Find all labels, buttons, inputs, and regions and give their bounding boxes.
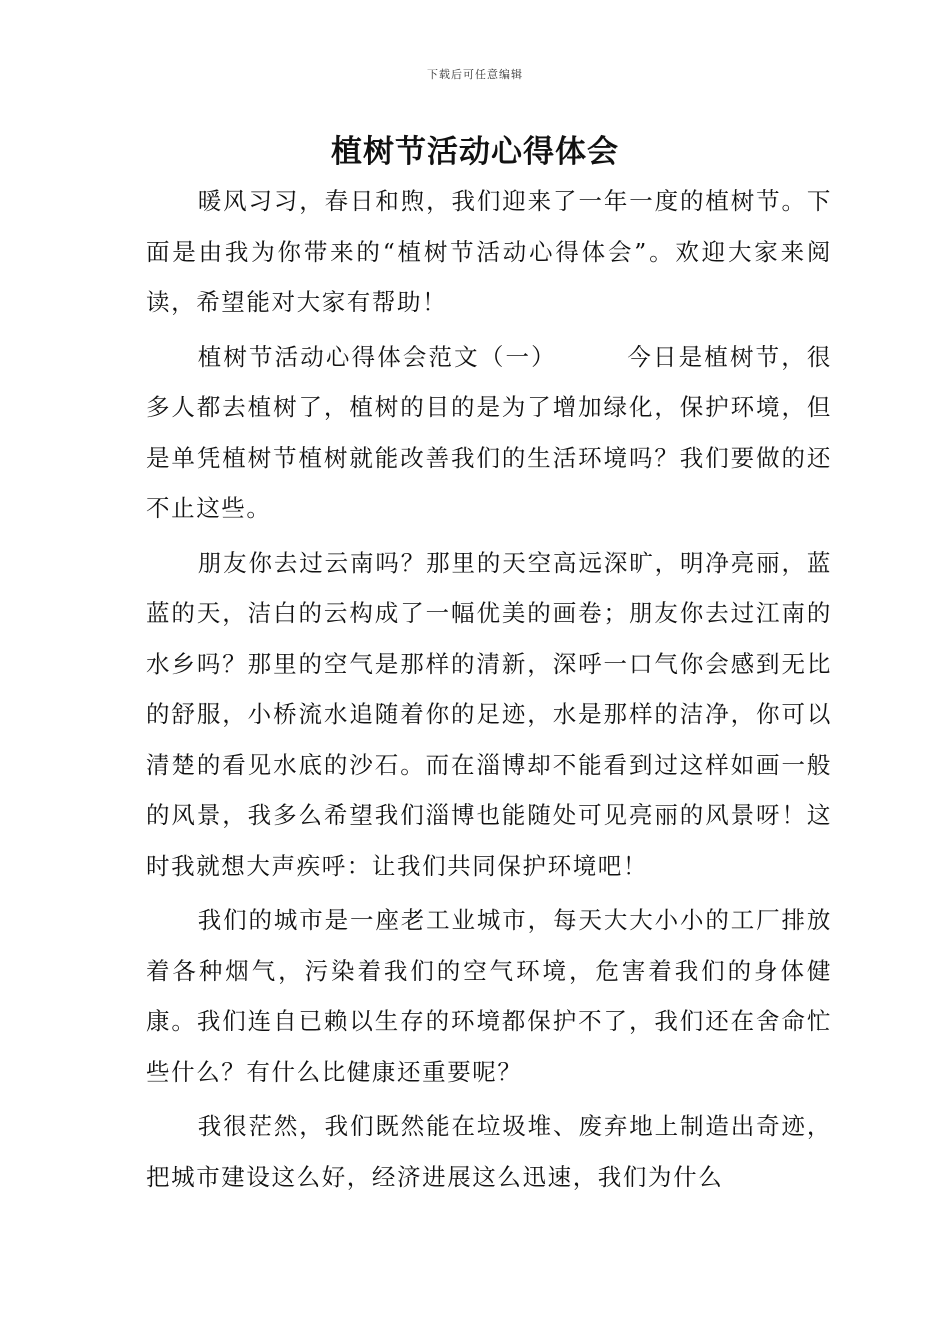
document-body [146, 176, 832, 1206]
paragraph-text: 今日是植树节，很多人都去植树了，植树的目的是为了增加绿化，保护环境，但是单凭植树节植树就能改善我们的生活环境吗？我们要做的还不止这些。 [146, 342, 832, 522]
section-heading: 植树节活动心得体会范文（一） [197, 342, 557, 371]
header-note: 下载后可任意编辑 [427, 68, 523, 81]
section-paragraph-1 [146, 332, 832, 534]
body-paragraph-4: 我很茫然，我们既然能在垃圾堆、废弃地上制造出奇迹，把城市建设这么好，经济进展这么迅速，我们为什么 [146, 1112, 832, 1191]
body-paragraph-3: 我们的城市是一座老工业城市，每天大大小小的工厂排放着各种烟气，污染着我们的空气环境，危害着我们的身体健康。我们连自已赖以生存的环境都保护不了，我们还在舍命忙些什么？有什么比健康还重要呢？ [146, 906, 832, 1086]
document-title: 植树节活动心得体会 [331, 134, 619, 170]
intro-paragraph: 暖风习习，春日和煦，我们迎来了一年一度的植树节。下面是由我为你带来的“植树节活动心得体会”。欢迎大家来阅读，希望能对大家有帮助！ [146, 187, 832, 316]
body-paragraph-2: 朋友你去过云南吗？那里的天空高远深旷，明净亮丽，蓝蓝的天，洁白的云构成了一幅优美的画卷；朋友你去过江南的水乡吗？那里的空气是那样的清新，深呼一口气你会感到无比的舒服，小桥流水追随着你的足迹，水是那样的洁净，你可以清楚的看见水底的沙石。而在淄博却不能看到过这样如画一般的风景，我多么希望我们淄博也能随处可见亮丽的风景呀！这时我就想大声疾呼：让我们共同保护环境吧！ [146, 548, 832, 880]
